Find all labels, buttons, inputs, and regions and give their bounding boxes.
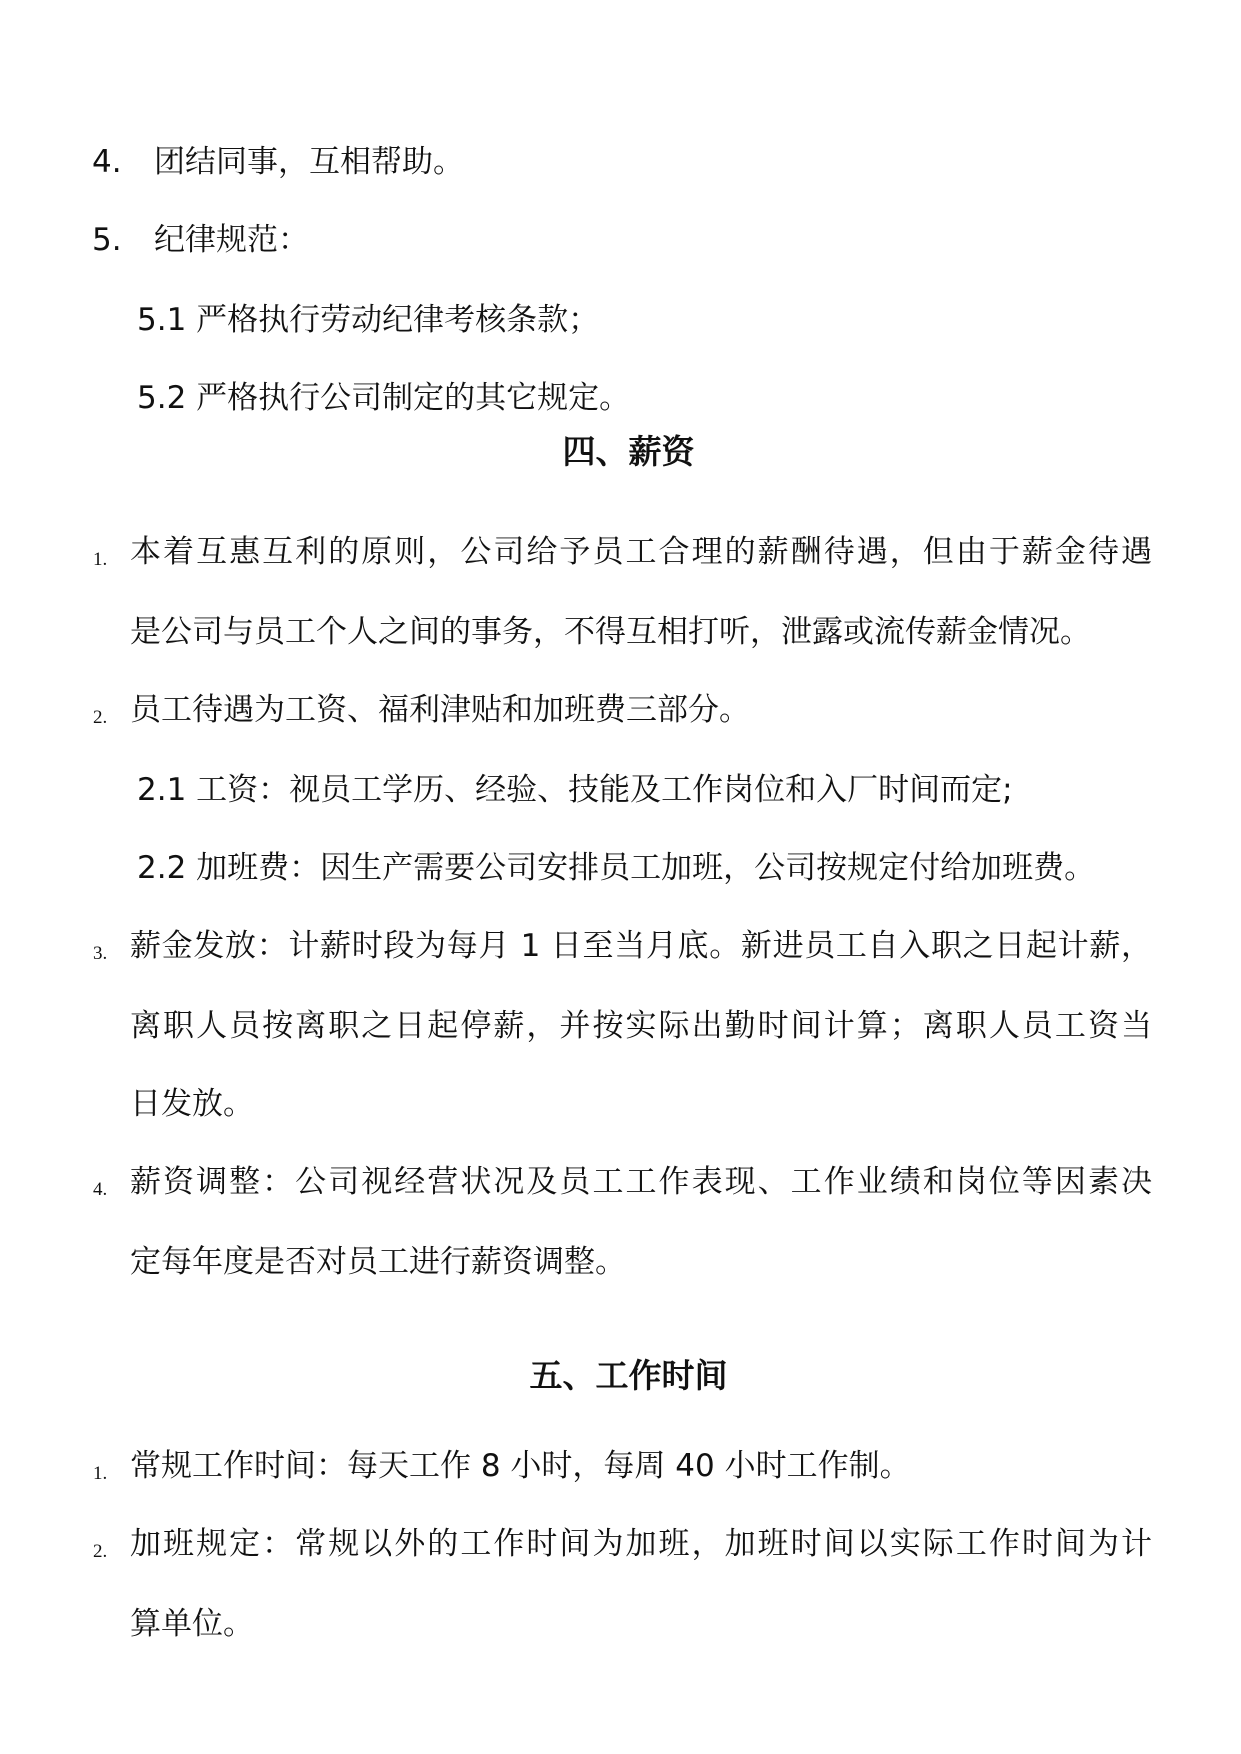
list-number: 1. — [93, 549, 108, 570]
list-item-text: 算单位。 — [130, 1606, 254, 1642]
list-item-text: 薪资调整：公司视经营状况及员工工作表现、工作业绩和岗位等因素决 — [130, 1164, 1152, 1200]
list-number: 1. — [93, 1463, 108, 1484]
sub-item-text: 2.2 加班费：因生产需要公司安排员工加班，公司按规定付给加班费。 — [137, 850, 1096, 886]
sub-item-text: 2.1 工资：视员工学历、经验、技能及工作岗位和入厂时间而定; — [137, 772, 1013, 808]
list-number: 3. — [93, 943, 108, 964]
list-number: 5. — [92, 222, 122, 258]
list-number: 4. — [93, 1179, 108, 1200]
list-item-text: 离职人员按离职之日起停薪，并按实际出勤时间计算；离职人员工资当 — [130, 1008, 1152, 1044]
list-item-text: 定每年度是否对员工进行薪资调整。 — [130, 1244, 626, 1280]
list-number: 2. — [93, 707, 108, 728]
list-item-text: 薪金发放：计薪时段为每月 1 日至当月底。新进员工自入职之日起计薪， — [130, 928, 1152, 964]
section-heading: 五、工作时间 — [529, 1356, 728, 1395]
list-item-text: 员工待遇为工资、福利津贴和加班费三部分。 — [130, 692, 750, 728]
list-item-text: 加班规定：常规以外的工作时间为加班，加班时间以实际工作时间为计 — [130, 1526, 1152, 1562]
sub-item-text: 5.1 严格执行劳动纪律考核条款； — [137, 302, 600, 338]
list-item-text: 纪律规范： — [154, 222, 309, 258]
list-item-text: 本着互惠互利的原则，公司给予员工合理的薪酬待遇，但由于薪金待遇 — [130, 534, 1152, 570]
list-item-text: 日发放。 — [130, 1086, 254, 1122]
sub-item-text: 5.2 严格执行公司制定的其它规定。 — [137, 380, 631, 416]
list-item-text: 常规工作时间：每天工作 8 小时，每周 40 小时工作制。 — [130, 1448, 911, 1484]
list-item-text: 是公司与员工个人之间的事务，不得互相打听，泄露或流传薪金情况。 — [130, 614, 1091, 650]
list-number: 2. — [93, 1541, 108, 1562]
list-item-text: 团结同事，互相帮助。 — [154, 144, 464, 180]
section-heading: 四、薪资 — [562, 432, 695, 471]
list-number: 4. — [92, 144, 122, 180]
